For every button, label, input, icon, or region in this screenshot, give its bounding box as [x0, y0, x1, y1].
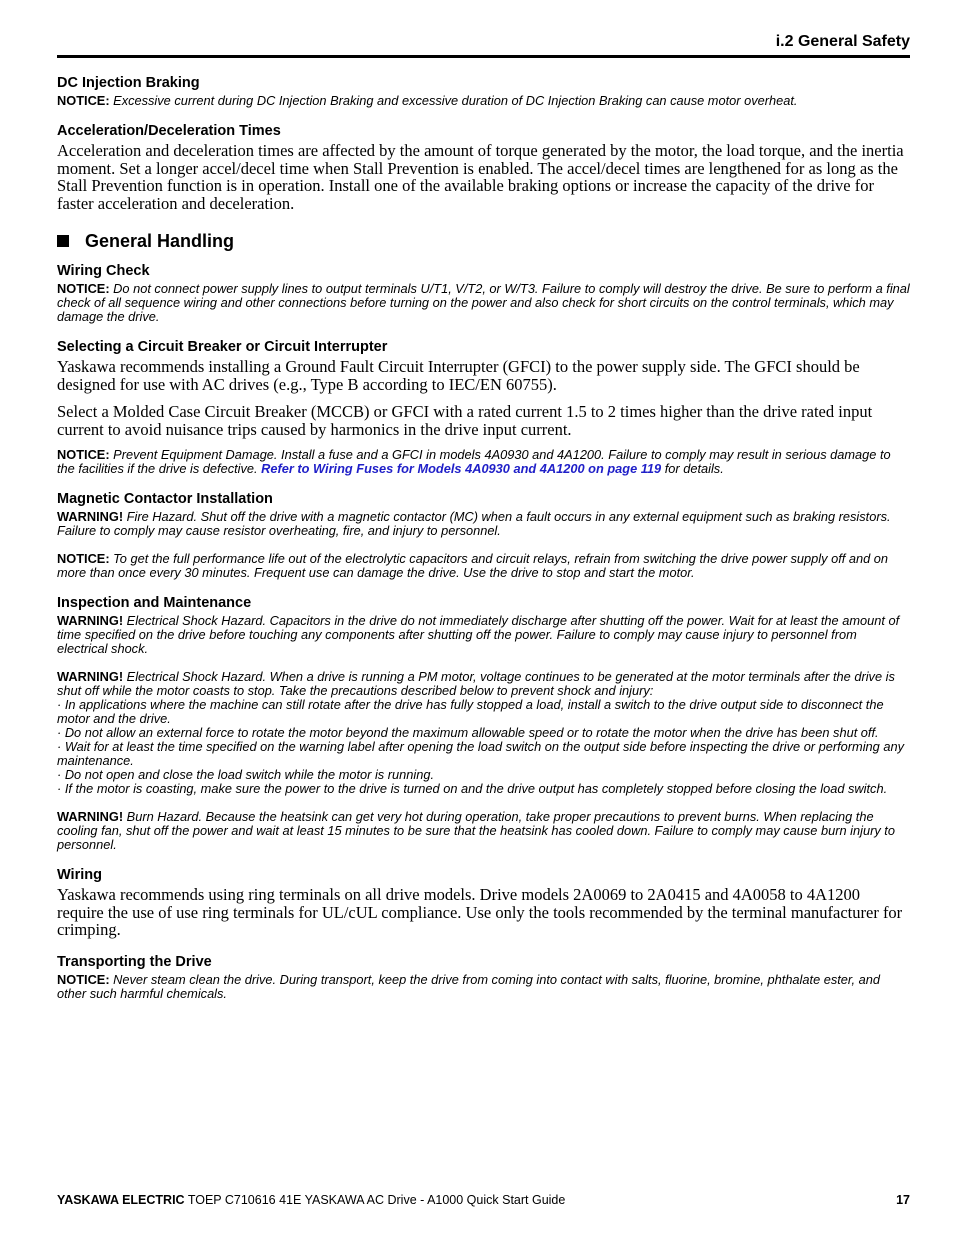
- page-content: [57, 74, 910, 1001]
- notice-label: NOTICE:: [57, 447, 110, 462]
- footer-brand: YASKAWA ELECTRIC: [57, 1193, 185, 1207]
- warning-text: Electrical Shock Hazard. Capacitors in the drive do not immediately discharge after shutting off the power. Wait for at least the amount of time specified on the drive before touching any components after shutting off the power. Failure to comply may cause injury to personnel from electrical shock.: [57, 613, 900, 656]
- list-item: · If the motor is coasting, make sure the power to the drive is turned on and the drive output has completely stopped before closing the load switch.: [57, 781, 888, 796]
- warning-label: WARNING!: [57, 809, 124, 824]
- body-accel-decel: Acceleration and deceleration times are affected by the amount of torque generated by the motor, the load torque, and the inertia moment. Set a longer accel/decel time when Stall Prevention is enabled. The accel/decel times are lengthened for as long as the Stall Prevention function is in operation. Install one of the available braking options or increase the capacity of the drive for faster acceleration and deceleration.: [57, 141, 904, 213]
- list-item: · In applications where the machine can still rotate after the drive has fully stopped a load, install a switch to the drive output side to disconnect the motor and the drive.: [57, 697, 884, 726]
- notice-transport: [57, 973, 910, 1001]
- notice-text: To get the full performance life out of the electrolytic capacitors and circuit relays, refrain from switching the drive power supply off and on more than once every 30 minutes. Frequent use can damage the drive. Use the drive to stop and start the motor.: [57, 551, 888, 580]
- heading-general-handling: [57, 230, 910, 252]
- notice-contactor: [57, 552, 910, 580]
- notice-breaker: [57, 448, 910, 476]
- notice-label: NOTICE:: [57, 281, 110, 296]
- warning-text: Burn Hazard. Because the heatsink can get very hot during operation, take proper precautions to prevent burns. When replacing the cooling fan, shut off the power and wait at least 15 minutes to be sure that the heatsink has cooled down. Failure to comply may cause burn injury to personnel.: [57, 809, 895, 852]
- notice-dc-injection: [57, 94, 910, 108]
- warning-burn-hazard: [57, 810, 910, 852]
- notice-wiring-check: [57, 282, 910, 324]
- heading-transporting-drive: Transporting the Drive: [57, 953, 212, 970]
- heading-wiring-check: Wiring Check: [57, 263, 150, 279]
- notice-text: Do not connect power supply lines to output terminals U/T1, V/T2, or W/T3. Failure to comply will destroy the drive. Be sure to perform a final check of all sequence wiring and other connections before turning on the power and also check for short circuits on the control terminals, which may damage the drive.: [57, 281, 910, 324]
- notice-label: NOTICE:: [57, 93, 110, 108]
- warning-label: WARNING!: [57, 669, 124, 684]
- heading-inspection-maintenance: Inspection and Maintenance: [57, 595, 252, 611]
- list-item: · Do not open and close the load switch while the motor is running.: [57, 767, 435, 782]
- page-footer: [57, 1193, 910, 1207]
- footer-doc-title: TOEP C710616 41E YASKAWA AC Drive - A1000 Quick Start Guide: [184, 1193, 566, 1207]
- warning-text: Electrical Shock Hazard. When a drive is running a PM motor, voltage continues to be generated at the motor terminals after the drive is shut off while the motor coasts to stop. Take the precautions described below to prevent shock and injury:: [57, 669, 895, 698]
- warning-text: Fire Hazard. Shut off the drive with a magnetic contactor (MC) when a fault occurs in any external equipment such as braking resistors. Failure to comply may cause resistor overheating, fire, and injury to personnel.: [57, 509, 891, 538]
- square-bullet-icon: [57, 235, 69, 247]
- warning-shock-capacitors: [57, 614, 910, 656]
- section-title: i.2 General Safety: [775, 33, 910, 50]
- warning-label: WARNING!: [57, 613, 124, 628]
- notice-text: Never steam clean the drive. During transport, keep the drive from coming into contact with salts, fluorine, bromine, phthalate ester, and other such harmful chemicals.: [57, 971, 880, 1001]
- body-wiring: Yaskawa recommends using ring terminals on all drive models. Drive models 2A0069 to 2A0415 and 4A0058 to 4A1200 require the use of use ring terminals for UL/cUL compliance. Use only the tools recommended by the terminal manufacturer for crimping.: [57, 885, 903, 939]
- list-item: · Wait for at least the time specified on the warning label after opening the load switch on the output side before inspecting the drive or performing any maintenance.: [57, 739, 904, 768]
- heading-dc-injection-braking: DC Injection Braking: [57, 75, 200, 91]
- heading-circuit-breaker: Selecting a Circuit Breaker or Circuit Interrupter: [57, 339, 388, 355]
- heading-accel-decel-times: Acceleration/Deceleration Times: [57, 123, 281, 139]
- notice-label: NOTICE:: [57, 971, 110, 987]
- heading-magnetic-contactor: Magnetic Contactor Installation: [57, 491, 273, 507]
- warning-shock-pm-motor: [57, 670, 910, 698]
- notice-text-after: for details.: [661, 461, 724, 476]
- notice-text: Excessive current during DC Injection Braking and excessive duration of DC Injection Braking can cause motor overheat.: [109, 93, 798, 108]
- body-breaker-mccb: Select a Molded Case Circuit Breaker (MCCB) or GFCI with a rated current 1.5 to 2 times higher than the drive rated input current to avoid nuisance trips caused by harmonics in the drive input current.: [57, 402, 873, 439]
- notice-label: NOTICE:: [57, 551, 110, 566]
- warning-fire-hazard: [57, 510, 910, 538]
- wiring-fuses-link[interactable]: Refer to Wiring Fuses for Models 4A0930 and 4A1200 on page 119: [261, 461, 662, 476]
- body-breaker-gfci: Yaskawa recommends installing a Ground Fault Circuit Interrupter (GFCI) to the power supply side. The GFCI should be designed for use with AC drives (e.g., Type B according to IEC/EN 60755).: [57, 357, 860, 394]
- page-header: [57, 33, 910, 58]
- notice-text: Prevent Equipment Damage. Install a fuse and a GFCI in models 4A0930 and 4A1200. Failure to comply may result in serious damage to the facilities if the drive is defective.: [57, 447, 891, 476]
- warning-label: WARNING!: [57, 509, 124, 524]
- page-number: 17: [896, 1193, 910, 1207]
- list-item: · Do not allow an external force to rotate the motor beyond the maximum allowable speed or to rotate the motor when the drive has been shut off.: [57, 725, 879, 740]
- heading-general-handling-text: General Handling: [85, 231, 235, 251]
- heading-wiring: Wiring: [57, 867, 102, 883]
